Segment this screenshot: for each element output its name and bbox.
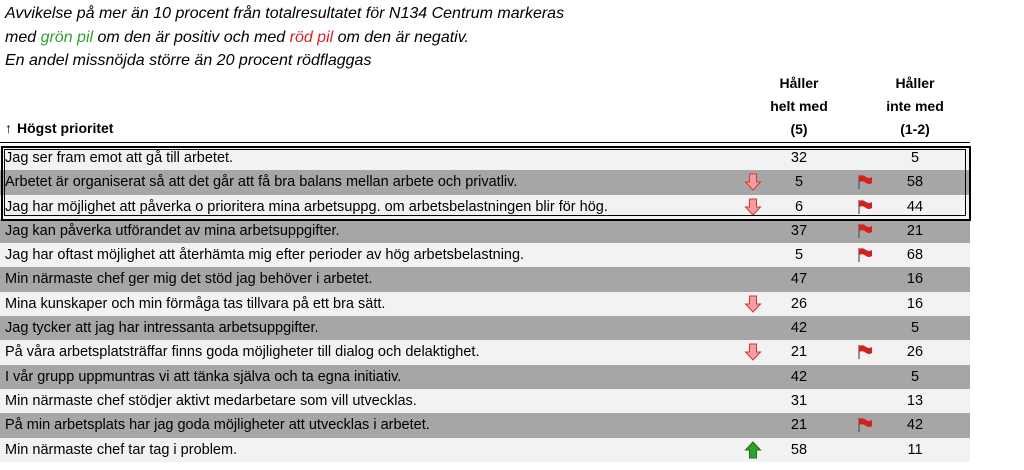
value-agree: 42 [790,320,808,337]
results-table [0,146,970,462]
value-agree: 32 [790,150,808,166]
column-header-disagree [865,72,965,141]
value-agree: 26 [790,295,808,312]
value-disagree: 5 [910,320,920,337]
row-label: På min arbetsplats har jag goda möjligheter att utvecklas i arbetet. [5,417,430,434]
value-disagree: 5 [910,368,920,385]
table-row [0,389,970,413]
table-row [0,195,970,219]
table-row [0,365,970,389]
value-disagree: 11 [907,441,923,458]
value-agree: 42 [790,368,808,385]
intro-line-3: En andel missnöjda större än 20 procent rödflaggas [5,52,372,69]
intro-line-2-c: om den är negativ. [333,28,469,46]
table-row [0,267,970,291]
row-label: Jag har oftast möjlighet att återhämta mig efter perioder av hög arbetsbelastning. [5,247,525,264]
value-disagree: 21 [906,222,924,239]
row-label: Jag tycker att jag har intressanta arbetsuppgifter. [5,320,319,337]
value-disagree: 16 [906,295,924,312]
row-label: Jag har möjlighet att påverka o prioritera mina arbetsuppg. om arbetsbelastningen blir för hög. [5,198,608,215]
value-agree: 6 [794,198,804,215]
column-header-disagree-line1: Håller [895,75,935,91]
value-agree: 21 [790,417,808,434]
red-arrow-text: röd pil [289,28,334,46]
column-header-disagree-line2: inte med [886,98,944,114]
table-row [0,438,970,462]
row-label: På våra arbetsplatsträffar finns goda möjligheter till dialog och delaktighet. [5,344,480,361]
header-divider [0,142,970,143]
value-agree: 47 [790,271,808,288]
intro-line-2 [5,26,564,50]
column-header-agree [754,72,844,141]
value-disagree: 5 [910,150,920,166]
arrow-up-icon: ↑ [5,120,12,136]
table-row [0,146,970,170]
value-disagree: 16 [906,271,924,288]
column-header-agree-line3: (5) [790,121,808,137]
column-header-disagree-line3: (1-2) [900,121,930,137]
value-agree: 5 [794,247,804,264]
table-row [0,292,970,316]
value-agree: 21 [790,344,808,361]
value-disagree: 42 [906,417,924,434]
priority-label-text: Högst prioritet [17,120,114,136]
table-row [0,243,970,267]
table-row [0,170,970,194]
value-agree: 5 [794,174,804,191]
green-arrow-text: grön pil [40,28,94,46]
row-label: Min närmaste chef tar tag i problem. [5,441,238,458]
priority-label [5,120,113,136]
value-disagree: 58 [906,174,924,191]
row-label: Min närmaste chef stödjer aktivt medarbetare som vill utvecklas. [5,392,417,409]
intro-text [5,2,564,73]
intro-line-1: Avvikelse på mer än 10 procent från totalresultatet för N134 Centrum markeras [5,5,565,22]
value-agree: 58 [790,441,808,458]
value-agree: 37 [790,222,808,239]
table-row [0,340,970,364]
row-label: I vår grupp uppmuntras vi att tänka själva och ta egna initiativ. [5,368,402,385]
row-label: Min närmaste chef ger mig det stöd jag behöver i arbetet. [5,271,373,288]
value-disagree: 44 [906,198,924,215]
row-label: Mina kunskaper och min förmåga tas tillvara på ett bra sätt. [5,295,386,312]
value-agree: 31 [790,392,808,409]
table-row [0,413,970,437]
value-disagree: 26 [906,344,924,361]
table-row [0,316,970,340]
intro-line-2-a: med [5,28,41,46]
row-label: Jag ser fram emot att gå till arbetet. [5,150,234,166]
column-header-agree-line2: helt med [770,98,828,114]
value-disagree: 13 [906,392,924,409]
column-header-agree-line1: Håller [779,75,819,91]
value-disagree: 68 [906,247,924,264]
table-row [0,219,970,243]
row-label: Jag kan påverka utförandet av mina arbetsuppgifter. [5,222,340,239]
intro-line-2-b: om den är positiv och med [93,28,290,46]
row-label: Arbetet är organiserat så att det går att få bra balans mellan arbete och privatliv. [5,174,518,191]
